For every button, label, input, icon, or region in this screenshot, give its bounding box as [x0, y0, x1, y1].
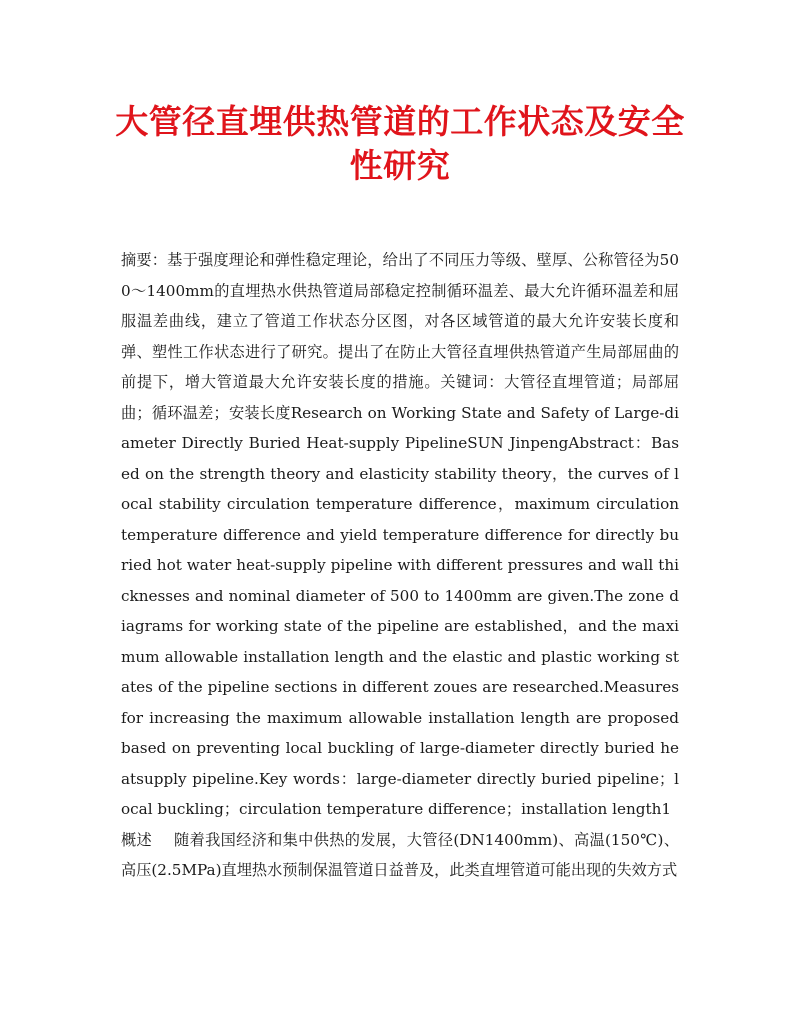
abstract-paragraph: 摘要：基于强度理论和弹性稳定理论，给出了不同压力等级、壁厚、公称管径为500～1400mm的直埋热水供热管道局部稳定控制循环温差、最大允许循环温差和屈服温差曲线，建立了管道工作状态分区图，对各区域管道的最大允许安装长度和弹、塑性工作状态进行了研究。提出了在防止大管径直埋供热管道产生局部屈曲的前提下，增大管道最大允许安装长度的措施。关键词：大管径直埋管道；局部屈曲；循环温差；安装长度Research on Working State and Safety of Large-diameter Directly Buried Heat-supply PipelineSUN JinpengAbstract：Based on the strength theory and elasticity stability theory，the curves of local stability circulation temperature difference，maximum circulation temperature difference and yield temperature difference for directly buried hot water heat-supply pipeline with different pressures and wall thicknesses and nominal diameter of 500 to 1400mm are given.The zone diagrams for working state of the pipeline are established，and the maximum allowable installation length and the elastic and plastic working states of the pipeline sections in different zoues are researched.Measures for increasing the maximum allowable installation length are proposed based on preventing local buckling of large-diameter directly buried heatsupply pipeline.Key words：large-diameter directly buried pipeline；local buckling；circulation temperature difference；installation length1: [121, 251, 679, 818]
overview-label: 概述: [121, 830, 153, 849]
document-title: 大管径直埋供热管道的工作状态及安全性研究: [115, 102, 685, 185]
overview-text: 随着我国经济和集中供热的发展，大管径(DN1400mm)、高温(150℃)、高压(2.5MPa)直埋热水预制保温管道日益普及，此类直埋管道可能出现的失效方式: [121, 830, 680, 879]
document-body: [121, 245, 679, 886]
overview-paragraph: [121, 825, 679, 886]
